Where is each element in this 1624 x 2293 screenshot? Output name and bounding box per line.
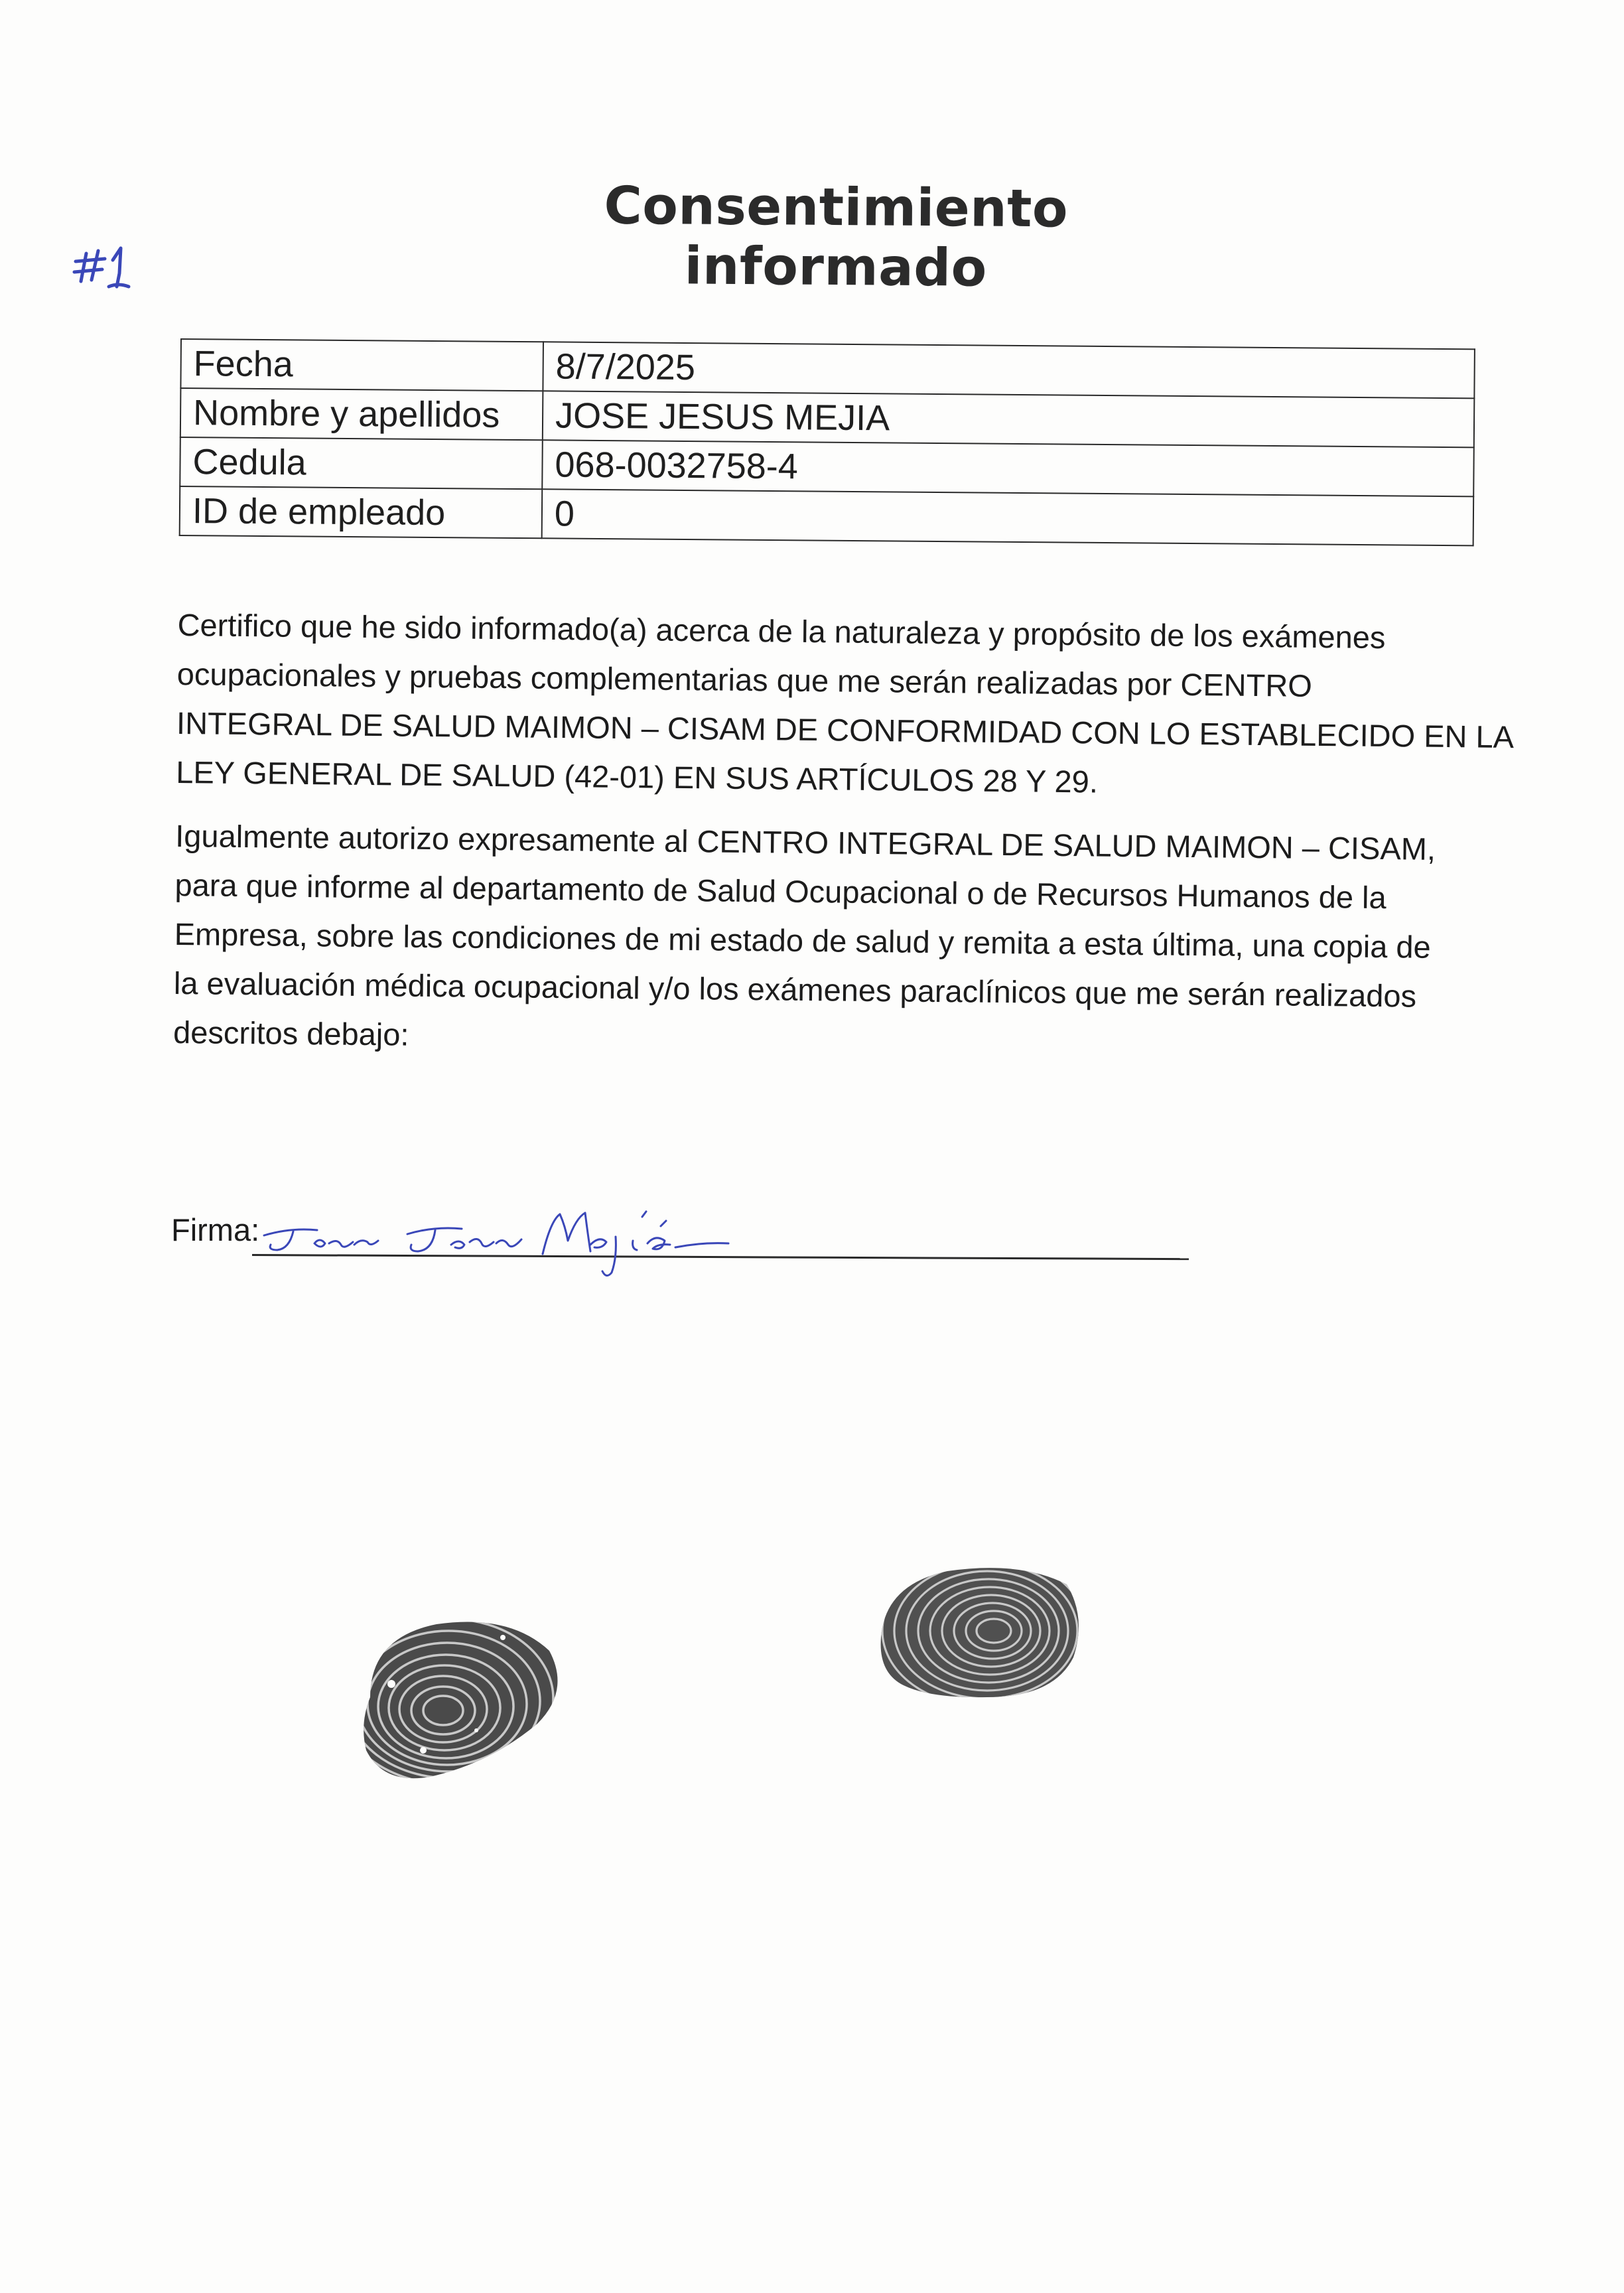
text-line: para que informe al departamento de Salud Ocupacional o de Recursos Humanos de la: [174, 867, 1387, 916]
consent-paragraph-certification: [176, 600, 1515, 811]
table-cell-label: ID de empleado: [180, 486, 543, 538]
text-line: ocupacionales y pruebas complementarias que me serán realizadas por CENTRO: [176, 656, 1313, 703]
text-line: Certifico que he sido informado(a) acerca de la naturaleza y propósito de los exámenes: [177, 606, 1386, 656]
right-fingerprint-image: [874, 1558, 1087, 1704]
table-cell-label: Cedula: [180, 437, 543, 489]
handwritten-signature: [251, 1194, 755, 1281]
table-cell-value: 0: [542, 489, 1474, 545]
consent-paragraph-authorization: [173, 811, 1477, 1071]
employee-info-table-container: [179, 338, 1475, 546]
signature-label: Firma:: [171, 1212, 260, 1247]
page-title: Consentimiento informado: [604, 176, 1069, 299]
text-line: descritos debajo:: [172, 1014, 409, 1052]
table-cell-value: 068-0032758-4: [542, 440, 1474, 496]
left-fingerprint-image: [344, 1598, 563, 1790]
handwritten-annotation: [72, 234, 145, 293]
table-cell-label: Fecha: [180, 339, 543, 391]
text-line: Empresa, sobre las condiciones de mi estado de salud y remita a esta última, una copia de: [174, 916, 1432, 965]
employee-info-table: [179, 338, 1475, 546]
handwritten-number-mark: [72, 234, 145, 293]
table-cell-value: JOSE JESUS MEJIA: [543, 391, 1475, 447]
table-cell-label: Nombre y apellidos: [180, 388, 543, 440]
table-cell-value: 8/7/2025: [543, 342, 1475, 398]
signature-section: [171, 1206, 1193, 1279]
table-row: [180, 486, 1474, 545]
text-line: INTEGRAL DE SALUD MAIMON – CISAM DE CONFORMIDAD CON LO ESTABLECIDO EN LA: [176, 705, 1515, 755]
text-line: LEY GENERAL DE SALUD (42-01) EN SUS ARTÍCULOS 28 Y 29.: [176, 754, 1099, 799]
consent-body: [172, 600, 1515, 1071]
text-line: Igualmente autorizo expresamente al CENTRO INTEGRAL DE SALUD MAIMON – CISAM,: [175, 817, 1436, 867]
text-line: la evaluación médica ocupacional y/o los exámenes paraclínicos que me serán realizados: [173, 965, 1417, 1014]
